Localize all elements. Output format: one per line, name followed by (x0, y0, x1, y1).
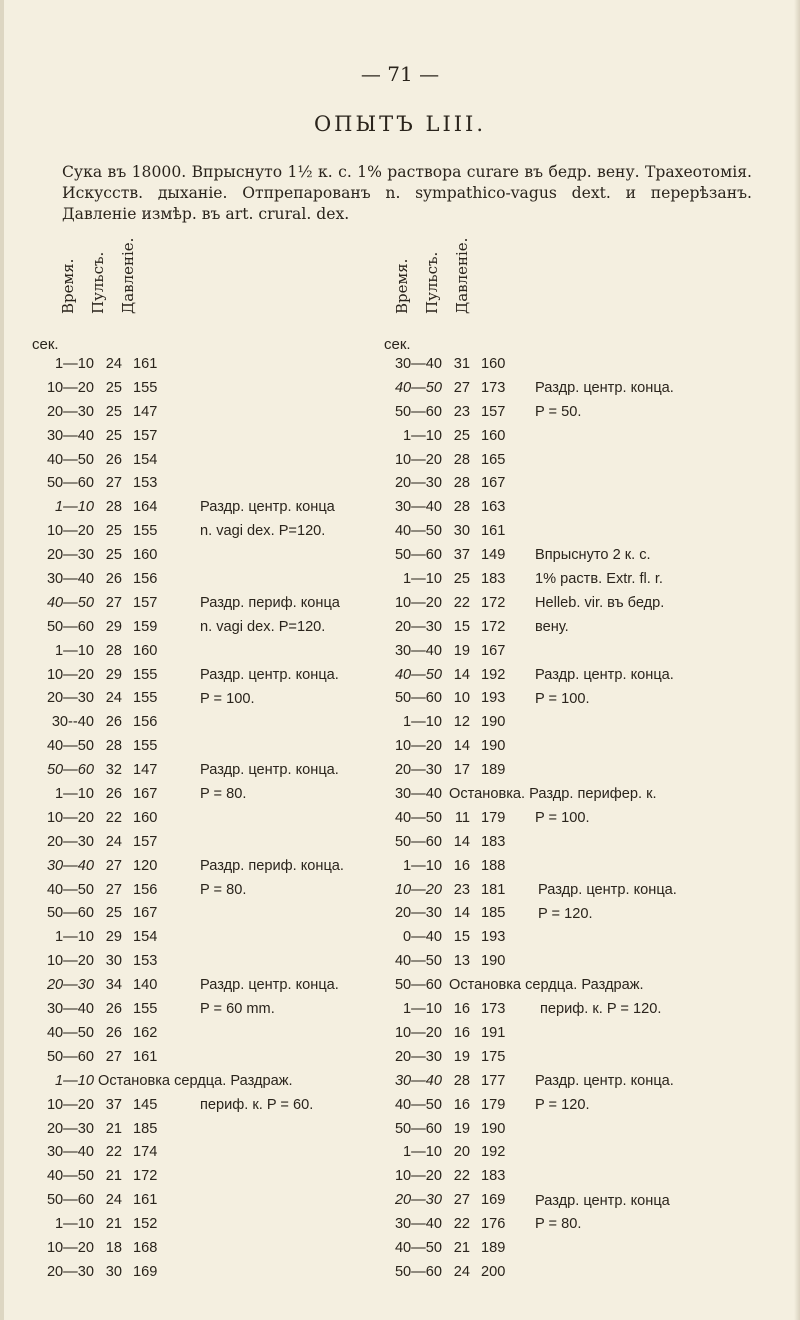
left-annotation: P = 100. (200, 690, 255, 707)
pressure-value: 154 (133, 451, 158, 468)
time-interval: 40—50 (394, 666, 442, 683)
time-interval: 1—10 (403, 427, 442, 444)
time-interval: 50—60 (46, 618, 94, 635)
pressure-value: 189 (481, 762, 506, 779)
pulse-value: 24 (105, 1192, 122, 1209)
pressure-value: 183 (481, 833, 506, 850)
pulse-value: 25 (453, 427, 470, 444)
left-annotation: Раздр. периф. конца. (200, 857, 344, 874)
pulse-value: 12 (453, 714, 470, 731)
pressure-value: 193 (481, 690, 506, 707)
time-interval: 20—30 (46, 690, 94, 707)
time-interval: 30—40 (394, 356, 442, 372)
pulse-value: 26 (105, 571, 122, 588)
time-interval: 1—10 (55, 786, 94, 803)
pulse-value: 28 (453, 499, 470, 516)
pulse-value: 26 (105, 714, 122, 731)
pressure-value: 160 (133, 642, 158, 659)
time-interval: 30—40 (394, 786, 442, 803)
time-interval: 30—40 (394, 642, 442, 659)
left-annotation: n. vagi dex. P=120. (200, 618, 326, 635)
pulse-value: 21 (105, 1120, 122, 1137)
pulse-value: 27 (105, 475, 122, 492)
right-annotation: P = 50. (535, 403, 582, 420)
pressure-value: 169 (481, 1192, 506, 1209)
time-interval: 1—10 (55, 1216, 94, 1233)
pulse-value: 13 (453, 953, 470, 970)
pulse-value: 27 (453, 379, 470, 396)
pulse-value: 27 (453, 1192, 470, 1209)
left-heart-stop-note: Остановка сердца. Раздраж. (98, 1073, 293, 1089)
left-annotation: Раздр. центр. конца. (200, 666, 339, 683)
pressure-value: 164 (133, 499, 158, 516)
time-interval: 50—60 (46, 905, 94, 922)
right-annotation: P = 100. (535, 810, 590, 827)
pressure-value: 179 (481, 809, 506, 826)
time-interval: 30—40 (394, 1072, 442, 1089)
pulse-value: 29 (105, 929, 122, 946)
time-interval: 50—60 (394, 403, 442, 420)
time-interval: 40—50 (46, 738, 94, 755)
pulse-value: 28 (105, 738, 122, 755)
right-header-time: Время. (393, 258, 411, 314)
pressure-value: 160 (133, 547, 158, 564)
experiment-title: ОПЫТЪ LIII. (313, 112, 487, 136)
time-interval: 10—20 (46, 666, 94, 683)
pressure-value: 160 (481, 427, 506, 444)
pulse-value: 37 (453, 547, 470, 564)
pulse-value: 28 (453, 1072, 470, 1089)
pulse-value: 19 (453, 1048, 470, 1065)
time-interval: 20—30 (46, 1120, 94, 1137)
pressure-value: 172 (133, 1168, 158, 1185)
pressure-value: 155 (133, 738, 158, 755)
time-interval: 50—60 (394, 1263, 442, 1280)
time-interval: 30—40 (46, 1144, 94, 1161)
pressure-value: 167 (133, 786, 158, 803)
pulse-value: 22 (453, 1216, 470, 1233)
pressure-value: 157 (133, 594, 158, 611)
time-interval: 40—50 (46, 594, 94, 611)
pressure-value: 155 (133, 690, 158, 707)
right-annotation: P = 100. (535, 690, 590, 707)
pulse-value: 23 (453, 881, 470, 898)
pressure-value: 183 (481, 571, 506, 588)
right-span-note: Остановка сердца. Раздраж. (449, 977, 644, 994)
pulse-value: 14 (453, 666, 470, 683)
time-interval: 1—10 (403, 857, 442, 874)
pressure-value: 192 (481, 666, 506, 683)
pressure-value: 155 (133, 1001, 158, 1018)
pressure-value: 155 (133, 523, 158, 540)
pressure-value: 156 (133, 881, 158, 898)
pressure-value: 173 (481, 379, 506, 396)
pulse-value: 25 (105, 427, 122, 444)
time-interval: 10—20 (394, 1024, 442, 1041)
pressure-value: 161 (133, 1048, 158, 1065)
pulse-value: 25 (453, 571, 470, 588)
pressure-value: 174 (133, 1144, 158, 1161)
right-annotation: Раздр. центр. конца. (538, 881, 677, 898)
right-header-sec: сек. (384, 336, 411, 353)
pressure-value: 162 (133, 1024, 158, 1041)
time-interval: 30—40 (46, 1001, 94, 1018)
pulse-value: 18 (105, 1239, 122, 1256)
pulse-value: 21 (105, 1216, 122, 1233)
time-interval: 20—30 (394, 762, 442, 779)
pressure-value: 177 (481, 1072, 506, 1089)
pressure-value: 193 (481, 929, 506, 946)
time-interval: 20—30 (46, 977, 94, 994)
pressure-value: 175 (481, 1048, 506, 1065)
pulse-value: 16 (453, 1024, 470, 1041)
pulse-value: 27 (105, 594, 122, 611)
pulse-value: 21 (453, 1239, 470, 1256)
pulse-value: 24 (453, 1263, 470, 1280)
pulse-value: 21 (105, 1168, 122, 1185)
time-interval: 10—20 (46, 953, 94, 970)
time-interval: 30—40 (46, 427, 94, 444)
time-interval: 1—10 (55, 1072, 94, 1089)
left-header-time: Время. (59, 258, 77, 314)
time-interval: 20—30 (46, 1263, 94, 1280)
left-annotation: P = 60 mm. (200, 1001, 275, 1018)
pulse-value: 31 (453, 356, 470, 372)
right-annotation: периф. к. P = 120. (540, 1001, 662, 1018)
left-annotation: Раздр. центр. конца (200, 499, 335, 516)
time-interval: 1—10 (55, 642, 94, 659)
pressure-value: 185 (133, 1120, 158, 1137)
pulse-value: 16 (453, 1001, 470, 1018)
pulse-value: 24 (105, 833, 122, 850)
pulse-value: 25 (105, 905, 122, 922)
pulse-value: 26 (105, 451, 122, 468)
pulse-value: 32 (105, 762, 122, 779)
page-left-edge (0, 0, 4, 1320)
right-annotation: P = 120. (535, 1096, 590, 1113)
pulse-value: 28 (105, 642, 122, 659)
time-interval: 20—30 (394, 1048, 442, 1065)
pressure-value: 190 (481, 714, 506, 731)
pulse-value: 26 (105, 786, 122, 803)
time-interval: 40—50 (394, 379, 442, 396)
pressure-value: 191 (481, 1024, 506, 1041)
pulse-value: 25 (105, 547, 122, 564)
pulse-value: 26 (105, 1001, 122, 1018)
pressure-value: 192 (481, 1144, 506, 1161)
left-annotation: Раздр. центр. конца. (200, 977, 339, 994)
time-interval: 50—60 (394, 1120, 442, 1137)
time-interval: 10—20 (394, 1168, 442, 1185)
pulse-value: 25 (105, 523, 122, 540)
right-annotation: P = 80. (535, 1216, 582, 1233)
time-interval: 1—10 (55, 929, 94, 946)
pressure-value: 173 (481, 1001, 506, 1018)
pulse-value: 27 (105, 1048, 122, 1065)
time-interval: 10—20 (46, 379, 94, 396)
pressure-value: 165 (481, 451, 506, 468)
time-interval: 40—50 (394, 809, 442, 826)
time-interval: 50—60 (394, 690, 442, 707)
pressure-value: 172 (481, 594, 506, 611)
time-interval: 20—30 (46, 547, 94, 564)
pulse-value: 17 (453, 762, 470, 779)
time-interval: 40—50 (394, 1239, 442, 1256)
right-span-note: Остановка. Раздр. перифер. к. (449, 786, 657, 803)
right-annotation: Раздр. центр. конца. (535, 379, 674, 396)
time-interval: 10—20 (394, 594, 442, 611)
pulse-value: 30 (453, 523, 470, 540)
pressure-value: 190 (481, 953, 506, 970)
pressure-value: 179 (481, 1096, 506, 1113)
left-annotation: P = 80. (200, 786, 247, 803)
pulse-value: 22 (453, 1168, 470, 1185)
pulse-value: 16 (453, 1096, 470, 1113)
pressure-value: 157 (481, 403, 506, 420)
time-interval: 10—20 (46, 809, 94, 826)
time-interval: 40—50 (394, 953, 442, 970)
pressure-value: 176 (481, 1216, 506, 1233)
pulse-value: 24 (105, 356, 122, 372)
right-annotation: Впрыснуто 2 к. с. (535, 547, 651, 564)
time-interval: 50—60 (394, 977, 442, 994)
right-header-pressure: Давленіе. (453, 237, 471, 314)
pressure-value: 161 (133, 1192, 158, 1209)
pressure-value: 140 (133, 977, 158, 994)
pulse-value: 15 (453, 618, 470, 635)
time-interval: 1—10 (55, 356, 94, 372)
pressure-value: 159 (133, 618, 158, 635)
pulse-value: 15 (453, 929, 470, 946)
page-number: — 71 — (360, 62, 440, 86)
left-annotation: n. vagi dex. P=120. (200, 523, 326, 540)
pulse-value: 28 (453, 451, 470, 468)
pressure-value: 152 (133, 1216, 158, 1233)
time-interval: 40—50 (394, 1096, 442, 1113)
pulse-value: 37 (105, 1096, 122, 1113)
pulse-value: 30 (105, 953, 122, 970)
pressure-value: 167 (133, 905, 158, 922)
right-annotation: P = 120. (538, 905, 593, 922)
time-interval: 50—60 (46, 1192, 94, 1209)
pressure-value: 169 (133, 1263, 158, 1280)
pressure-value: 163 (481, 499, 506, 516)
time-interval: 20—30 (46, 403, 94, 420)
pressure-value: 145 (133, 1096, 158, 1113)
pressure-value: 190 (481, 738, 506, 755)
pressure-value: 161 (133, 356, 158, 372)
pressure-value: 153 (133, 953, 158, 970)
pulse-value: 34 (105, 977, 122, 994)
right-header-pulse: Пульсъ. (423, 251, 441, 314)
time-interval: 50—60 (394, 547, 442, 564)
pressure-value: 188 (481, 857, 506, 874)
right-annotation: Helleb. vir. въ бедр. (535, 595, 665, 611)
pulse-value: 25 (105, 379, 122, 396)
time-interval: 40—50 (394, 523, 442, 540)
page-right-edge (794, 0, 800, 1320)
right-annotation: Раздр. центр. конца (535, 1192, 670, 1209)
pulse-value: 27 (105, 881, 122, 898)
pressure-value: 189 (481, 1239, 506, 1256)
pulse-value: 27 (105, 857, 122, 874)
pulse-value: 19 (453, 1120, 470, 1137)
time-interval: 0—40 (403, 929, 442, 946)
time-interval: 10—20 (394, 881, 442, 898)
pressure-value: 167 (481, 642, 506, 659)
pressure-value: 155 (133, 666, 158, 683)
pressure-value: 157 (133, 427, 158, 444)
time-interval: 10—20 (46, 1096, 94, 1113)
pressure-value: 190 (481, 1120, 506, 1137)
pressure-value: 200 (481, 1263, 506, 1280)
time-interval: 10—20 (394, 451, 442, 468)
left-annotation: Раздр. периф. конца (200, 595, 340, 611)
pressure-value: 181 (481, 881, 506, 898)
right-annotation: Раздр. центр. конца. (535, 666, 674, 683)
time-interval: 10—20 (46, 523, 94, 540)
time-interval: 1—10 (403, 1001, 442, 1018)
pressure-value: 153 (133, 475, 158, 492)
time-interval: 1—10 (403, 571, 442, 588)
pressure-value: 185 (481, 905, 506, 922)
time-interval: 1—10 (55, 499, 94, 516)
pulse-value: 29 (105, 618, 122, 635)
pulse-value: 24 (105, 690, 122, 707)
left-annotation: периф. к. P = 60. (200, 1096, 314, 1113)
time-interval: 20—30 (394, 475, 442, 492)
pulse-value: 14 (453, 833, 470, 850)
right-annotation: Раздр. центр. конца. (535, 1073, 674, 1089)
pressure-value: 154 (133, 929, 158, 946)
left-header-pulse: Пульсъ. (89, 251, 107, 314)
pulse-value: 14 (453, 738, 470, 755)
pulse-value: 14 (453, 905, 470, 922)
pressure-value: 160 (133, 809, 158, 826)
pressure-value: 120 (133, 857, 158, 874)
time-interval: 40—50 (46, 1024, 94, 1041)
pressure-value: 157 (133, 833, 158, 850)
time-interval: 20—30 (394, 1192, 442, 1209)
time-interval: 50—60 (46, 762, 94, 779)
left-header-pressure: Давленіе. (119, 237, 137, 314)
time-interval: 30—40 (394, 1216, 442, 1233)
pressure-value: 160 (481, 356, 506, 372)
pressure-value: 168 (133, 1239, 158, 1256)
pulse-value: 22 (105, 1144, 122, 1161)
left-header-sec: сек. (32, 336, 59, 353)
pressure-value: 155 (133, 379, 158, 396)
time-interval: 40—50 (46, 881, 94, 898)
pressure-value: 156 (133, 571, 158, 588)
pulse-value: 10 (453, 690, 470, 707)
time-interval: 30—40 (394, 499, 442, 516)
time-interval: 20—30 (394, 618, 442, 635)
pressure-value: 149 (481, 547, 506, 564)
time-interval: 40—50 (46, 451, 94, 468)
pulse-value: 28 (105, 499, 122, 516)
time-interval: 20—30 (394, 905, 442, 922)
pressure-value: 172 (481, 618, 506, 635)
pulse-value: 26 (105, 1024, 122, 1041)
pressure-value: 147 (133, 762, 158, 779)
pulse-value: 22 (453, 594, 470, 611)
time-interval: 50—60 (46, 475, 94, 492)
pulse-value: 25 (105, 403, 122, 420)
time-interval: 1—10 (403, 1144, 442, 1161)
experiment-description: Сука въ 18000. Впрыснуто 1½ к. с. 1% раствора curare въ бедр. вену. Трахеотомія. Искусств. дыханіе. Отпрепарованъ n. sympathico-vagus dext. и перерѣзанъ. Давленіе измѣр. въ art. crural. dex. (62, 163, 752, 223)
pulse-value: 19 (453, 642, 470, 659)
pressure-value: 167 (481, 475, 506, 492)
pressure-value: 156 (133, 714, 158, 731)
time-interval: 30—40 (46, 857, 94, 874)
right-annotation: 1% раств. Extr. fl. r. (535, 571, 663, 588)
time-interval: 20—30 (46, 833, 94, 850)
left-annotation: P = 80. (200, 881, 247, 898)
pulse-value: 28 (453, 475, 470, 492)
time-interval: 1—10 (403, 714, 442, 731)
pressure-value: 183 (481, 1168, 506, 1185)
time-interval: 10—20 (46, 1239, 94, 1256)
time-interval: 30--40 (51, 714, 94, 731)
pressure-value: 161 (481, 523, 506, 540)
pulse-value: 16 (453, 857, 470, 874)
right-annotation: вену. (535, 618, 569, 635)
left-annotation: Раздр. центр. конца. (200, 762, 339, 779)
time-interval: 50—60 (46, 1048, 94, 1065)
pulse-value: 30 (105, 1263, 122, 1280)
pressure-value: 147 (133, 403, 158, 420)
time-interval: 30—40 (46, 571, 94, 588)
time-interval: 10—20 (394, 738, 442, 755)
pulse-value: 23 (453, 403, 470, 420)
time-interval: 50—60 (394, 833, 442, 850)
pulse-value: 22 (105, 809, 122, 826)
pulse-value: 11 (454, 809, 470, 826)
pulse-value: 20 (453, 1144, 470, 1161)
pulse-value: 29 (105, 666, 122, 683)
time-interval: 40—50 (46, 1168, 94, 1185)
